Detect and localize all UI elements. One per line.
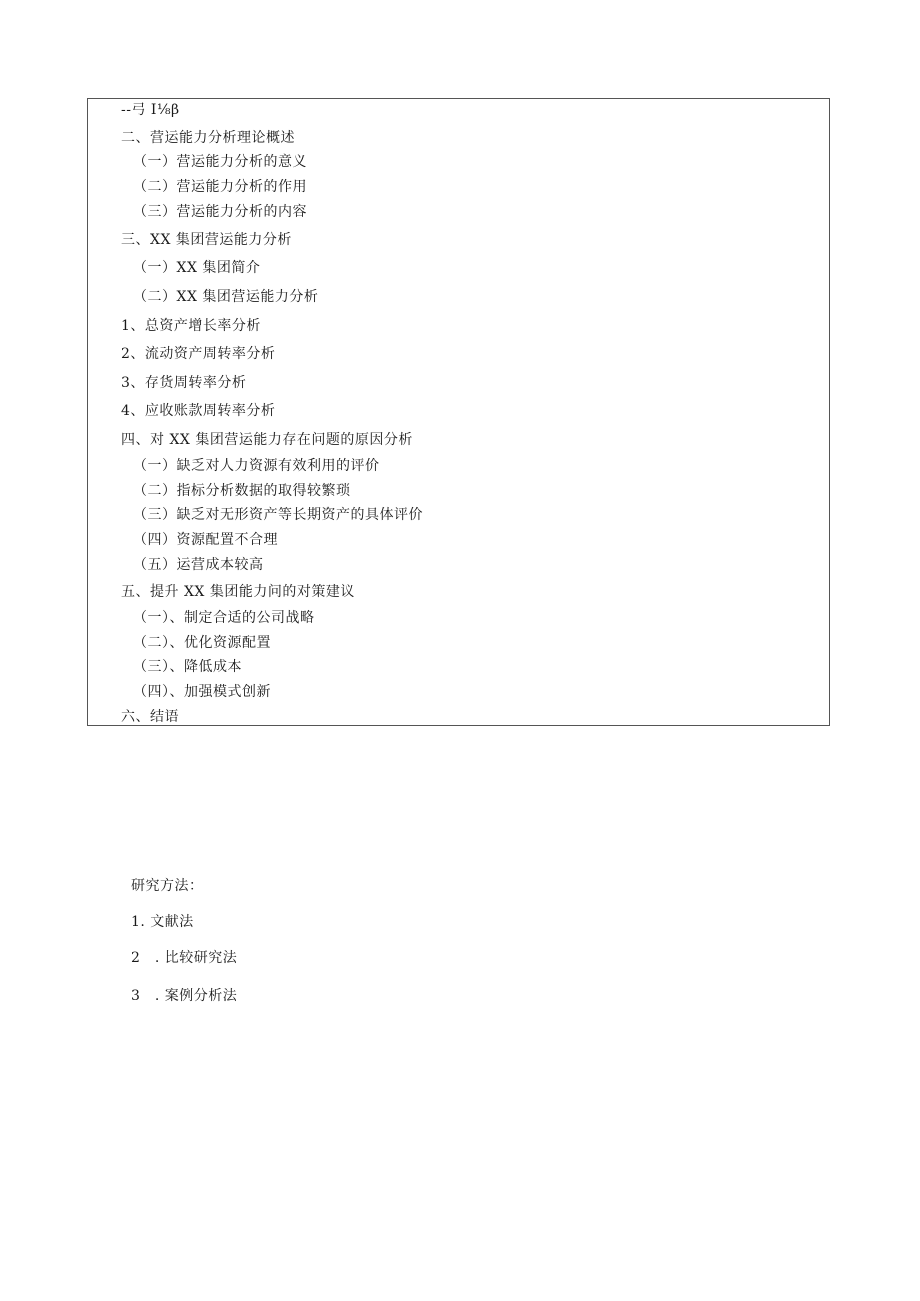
- outline-subsection: （一）缺乏对人力资源有效利用的评价: [133, 458, 380, 474]
- outline-subsection: （四）、加强模式创新: [133, 684, 271, 700]
- outline-subsection: （二）指标分析数据的取得较繁琐: [133, 483, 351, 499]
- outline-section-6: 六、结语: [121, 709, 179, 725]
- outline-numbered-item: 2、流动资产周转率分析: [121, 346, 276, 362]
- outline-section-4: 四、对 XX 集团营运能力存在问题的原因分析: [121, 432, 413, 448]
- method-item: 2 . 比较研究法: [131, 950, 238, 966]
- method-item: 1. 文献法: [131, 914, 194, 930]
- outline-subsection: （一）、制定合适的公司战略: [133, 610, 315, 626]
- outline-numbered-item: 1、总资产增长率分析: [121, 318, 261, 334]
- outline-subsection: （二）营运能力分析的作用: [133, 179, 307, 195]
- outline-numbered-item: 4、应收账款周转率分析: [121, 403, 276, 419]
- outline-subsection: （四）资源配置不合理: [133, 532, 278, 548]
- outline-section-5: 五、提升 XX 集团能力问的对策建议: [121, 584, 355, 600]
- outline-subsection: （三）缺乏对无形资产等长期资产的具体评价: [133, 507, 423, 523]
- outline-numbered-item: 3、存货周转率分析: [121, 375, 247, 391]
- outline-subsection: （二）、优化资源配置: [133, 635, 271, 651]
- outline-subsection: （一）XX 集团简介: [133, 260, 261, 276]
- methods-heading: 研究方法：: [131, 878, 204, 894]
- outline-subsection: （五）运营成本较高: [133, 557, 264, 573]
- outline-subsection: （一）营运能力分析的意义: [133, 154, 307, 170]
- outline-subsection: （三）营运能力分析的内容: [133, 204, 307, 220]
- outline-subsection: （二）XX 集团营运能力分析: [133, 289, 319, 305]
- outline-item-intro: --弓 I⅛β: [121, 102, 180, 118]
- outline-section-3: 三、XX 集团营运能力分析: [121, 232, 292, 248]
- outline-section-2: 二、营运能力分析理论概述: [121, 130, 295, 146]
- method-item: 3 . 案例分析法: [131, 988, 238, 1004]
- outline-subsection: （三）、降低成本: [133, 659, 242, 675]
